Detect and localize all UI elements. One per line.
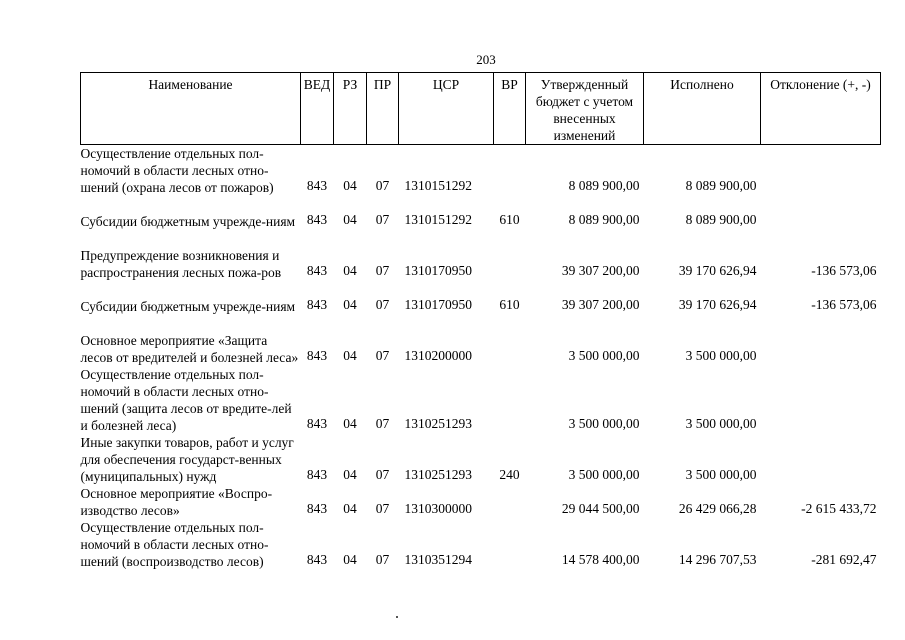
cell-name: Осуществление отдельных пол-номочий в области лесных отно-шений (охрана лесов от пожаров)	[80, 146, 274, 195]
cell-vr	[494, 230, 526, 281]
cell-csr: 1310200000	[404, 348, 472, 363]
cell-budget: 14 578 400,00	[561, 552, 640, 567]
cell-deviation: -2 615 433,72	[801, 501, 877, 516]
table-row	[81, 366, 881, 434]
cell-vr	[494, 366, 526, 434]
scan-speck	[396, 616, 398, 618]
cell-budget: 3 500 000,00	[568, 416, 640, 431]
cell-budget: 39 307 200,00	[561, 263, 640, 278]
cell-budget: 8 089 900,00	[568, 212, 640, 227]
header-pr: ПР	[367, 73, 399, 145]
header-rz: РЗ	[334, 73, 367, 145]
table-row	[81, 434, 881, 485]
header-row	[81, 73, 881, 145]
cell-pr: 07	[375, 467, 390, 482]
cell-executed: 26 429 066,28	[678, 501, 757, 516]
cell-name: Предупреждение возникновения и распространения лесных пожа-ров	[80, 248, 282, 280]
table-row	[81, 145, 881, 197]
header-csr: ЦСР	[399, 73, 494, 145]
cell-executed: 3 500 000,00	[685, 348, 757, 363]
cell-rz: 04	[343, 552, 357, 567]
cell-rz: 04	[343, 416, 357, 431]
header-ved: ВЕД	[301, 73, 334, 145]
cell-deviation	[761, 196, 881, 230]
cell-ved: 843	[306, 263, 328, 278]
table-row	[81, 485, 881, 519]
cell-ved: 843	[306, 178, 328, 193]
cell-csr: 1310151292	[404, 212, 472, 227]
cell-pr: 07	[375, 416, 390, 431]
cell-pr: 07	[375, 212, 390, 227]
page-number: 203	[476, 52, 496, 67]
cell-ved: 843	[306, 416, 328, 431]
cell-csr: 1310170950	[404, 263, 472, 278]
table-row	[81, 230, 881, 281]
cell-budget: 3 500 000,00	[568, 467, 640, 482]
cell-pr: 07	[375, 297, 390, 312]
cell-name: Осуществление отдельных пол-номочий в области лесных отно-шений (воспроизводство лесов)	[80, 520, 269, 569]
cell-vr	[494, 519, 526, 570]
cell-deviation: -281 692,47	[811, 552, 877, 567]
cell-pr: 07	[375, 348, 390, 363]
cell-deviation	[761, 434, 881, 485]
cell-budget: 29 044 500,00	[561, 501, 640, 516]
cell-ved: 843	[306, 552, 328, 567]
cell-rz: 04	[343, 297, 357, 312]
cell-pr: 07	[375, 263, 390, 278]
table-row	[81, 315, 881, 366]
cell-name: Основное мероприятие «Защита лесов от вредителей и болезней леса»	[80, 333, 299, 365]
cell-csr: 1310251293	[404, 467, 472, 482]
cell-budget: 3 500 000,00	[568, 348, 640, 363]
cell-deviation	[761, 366, 881, 434]
cell-rz: 04	[343, 348, 357, 363]
cell-vr: 610	[499, 297, 520, 312]
cell-vr: 240	[499, 467, 520, 482]
cell-pr: 07	[375, 178, 390, 193]
cell-ved: 843	[306, 348, 328, 363]
header-vr: ВР	[494, 73, 526, 145]
cell-executed: 8 089 900,00	[685, 178, 757, 193]
cell-csr: 1310151292	[404, 178, 472, 193]
header-budget: Утвержденный бюджет с учетом внесенных изменений	[526, 73, 644, 145]
cell-csr: 1310300000	[404, 501, 472, 516]
cell-rz: 04	[343, 263, 357, 278]
cell-vr: 610	[499, 212, 520, 227]
table-row	[81, 519, 881, 570]
cell-deviation: -136 573,06	[811, 297, 877, 312]
table-row	[81, 281, 881, 315]
cell-pr: 07	[375, 501, 390, 516]
cell-csr: 1310170950	[404, 297, 472, 312]
cell-name: Субсидии бюджетным учрежде-ниям	[80, 299, 296, 314]
cell-name: Основное мероприятие «Воспро-изводство лесов»	[80, 486, 273, 518]
header-name: Наименование	[81, 73, 301, 145]
cell-name: Субсидии бюджетным учрежде-ниям	[80, 214, 296, 229]
cell-vr	[494, 485, 526, 519]
budget-table	[80, 72, 881, 570]
cell-ved: 843	[306, 297, 328, 312]
cell-budget: 8 089 900,00	[568, 178, 640, 193]
cell-name: Осуществление отдельных пол-номочий в области лесных отно-шений (защита лесов от вредите-лей и болезней леса)	[80, 367, 292, 433]
cell-rz: 04	[343, 467, 357, 482]
cell-deviation	[761, 315, 881, 366]
cell-budget: 39 307 200,00	[561, 297, 640, 312]
cell-executed: 8 089 900,00	[685, 212, 757, 227]
cell-deviation: -136 573,06	[811, 263, 877, 278]
cell-executed: 14 296 707,53	[678, 552, 757, 567]
cell-executed: 39 170 626,94	[678, 263, 757, 278]
cell-ved: 843	[306, 212, 328, 227]
cell-csr: 1310251293	[404, 416, 472, 431]
cell-name: Иные закупки товаров, работ и услуг для обеспечения государст-венных (муниципальных) нужд	[80, 435, 294, 484]
cell-rz: 04	[343, 178, 357, 193]
header-executed: Исполнено	[644, 73, 761, 145]
cell-vr	[494, 145, 526, 197]
cell-pr: 07	[375, 552, 390, 567]
cell-ved: 843	[306, 467, 328, 482]
cell-ved: 843	[306, 501, 328, 516]
header-deviation: Отклонение (+, -)	[761, 73, 881, 145]
table-row	[81, 196, 881, 230]
cell-executed: 39 170 626,94	[678, 297, 757, 312]
cell-executed: 3 500 000,00	[685, 416, 757, 431]
cell-rz: 04	[343, 501, 357, 516]
cell-executed: 3 500 000,00	[685, 467, 757, 482]
cell-vr	[494, 315, 526, 366]
cell-deviation	[761, 145, 881, 197]
cell-rz: 04	[343, 212, 357, 227]
cell-csr: 1310351294	[404, 552, 472, 567]
